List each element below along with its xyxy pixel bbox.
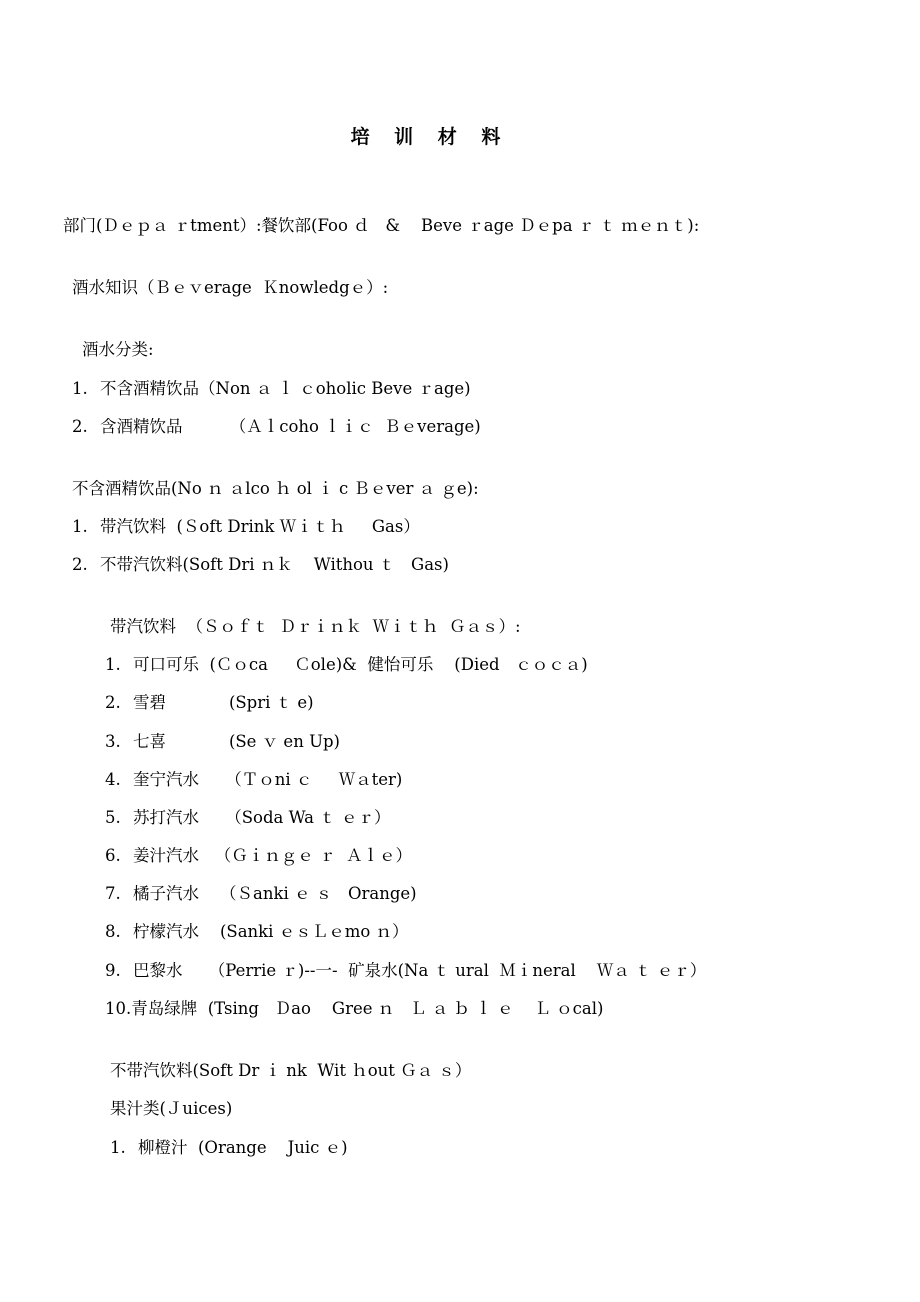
list-item — [72, 377, 471, 401]
list-number: 1. — [105, 655, 121, 674]
list-number: 2. — [72, 555, 88, 574]
list-text: 七喜 (Se ｖ en Up) — [133, 732, 340, 751]
juices-heading: 果汁类(Ｊuices) — [110, 1099, 233, 1118]
list-text: 雪碧 (Spri ｔ e) — [133, 693, 314, 712]
list-number: 1. — [72, 517, 88, 536]
list-text: 柳橙汁 (Orange Juic ｅ) — [138, 1138, 348, 1157]
list-item — [105, 882, 417, 906]
department-line: 部门(Ｄｅｐａ ｒtment）:餐饮部(Foo ｄ & Beve ｒage Ｄｅpa ｒ ｔ ｍｅｎｔ): — [63, 216, 700, 235]
list-text: 含酒精饮品 （Ａｌcoho ｌｉｃ Ｂｅverage) — [100, 417, 481, 436]
list-number: 8. — [105, 922, 121, 941]
list-text: 橘子汽水 （Ｓanki ｅ ｓ Orange) — [133, 884, 417, 903]
list-item — [105, 691, 314, 715]
list-number: 5. — [105, 808, 121, 827]
list-item — [72, 515, 420, 539]
list-number: 3. — [105, 732, 121, 751]
document-title: 培 训 材 料 — [350, 126, 510, 148]
list-number: 2. — [105, 693, 121, 712]
non-alcoholic-heading: 不含酒精饮品(No ｎ ａlco ｈ ol ｉ c Ｂｅver ａ ｇe): — [72, 479, 479, 498]
list-text: 不带汽饮料(Soft Dri ｎｋ Withou ｔ Gas) — [100, 555, 449, 574]
list-number: 7. — [105, 884, 121, 903]
without-gas-heading: 不带汽饮料(Soft Dr ｉ nk Wit ｈout Ｇａ ｓ） — [110, 1061, 472, 1080]
list-item — [105, 844, 412, 868]
list-item — [105, 653, 588, 677]
list-item — [110, 1136, 348, 1160]
list-number: 6. — [105, 846, 121, 865]
list-number: 9. — [105, 961, 121, 980]
list-item — [105, 920, 409, 944]
list-text: 奎宁汽水 （Ｔｏni ｃ Ｗａter) — [133, 770, 403, 789]
list-number: 10. — [105, 999, 132, 1018]
list-item — [72, 415, 481, 439]
list-text: 带汽饮料 (Ｓoft Drink Ｗｉｔｈ Gas） — [100, 517, 420, 536]
list-item — [105, 806, 390, 830]
list-item — [105, 959, 706, 983]
list-text: 柠檬汽水 (Sanki ｅｓＬｅmo ｎ） — [133, 922, 409, 941]
list-text: 可口可乐 (Ｃｏca Ｃole)& 健怡可乐 (Died ｃｏｃａ) — [133, 655, 588, 674]
list-item — [105, 768, 402, 792]
list-item — [105, 997, 603, 1021]
list-item — [72, 553, 449, 577]
with-gas-heading: 带汽饮料 （Ｓｏｆｔ Ｄｒｉｎｋ Ｗｉｔｈ Ｇａｓ）: — [110, 617, 521, 636]
list-text: 青岛绿牌 (Tsing Ｄao Gree ｎ Ｌ ａ ｂ ｌ ｅ Ｌ ｏcal) — [131, 999, 604, 1018]
list-text: 姜汁汽水 （Ｇｉｎｇｅ ｒ Ａｌｅ） — [133, 846, 412, 865]
list-number: 1. — [110, 1138, 126, 1157]
list-number: 4. — [105, 770, 121, 789]
list-text: 苏打汽水 （Soda Wa ｔ ｅｒ） — [133, 808, 391, 827]
list-number: 2. — [72, 417, 88, 436]
list-item — [105, 730, 340, 754]
classification-heading: 酒水分类: — [82, 340, 154, 359]
list-text: 不含酒精饮品（Non ａ ｌ ｃoholic Beve ｒage) — [100, 379, 471, 398]
beverage-knowledge-heading: 酒水知识（Ｂｅｖerage Ｋnowledgｅ）: — [72, 278, 389, 297]
list-text: 巴黎水 （Perrie ｒ)--一- 矿泉水(Na ｔ ural Ｍｉneral Ｗａ ｔ ｅｒ） — [133, 961, 707, 980]
list-number: 1. — [72, 379, 88, 398]
